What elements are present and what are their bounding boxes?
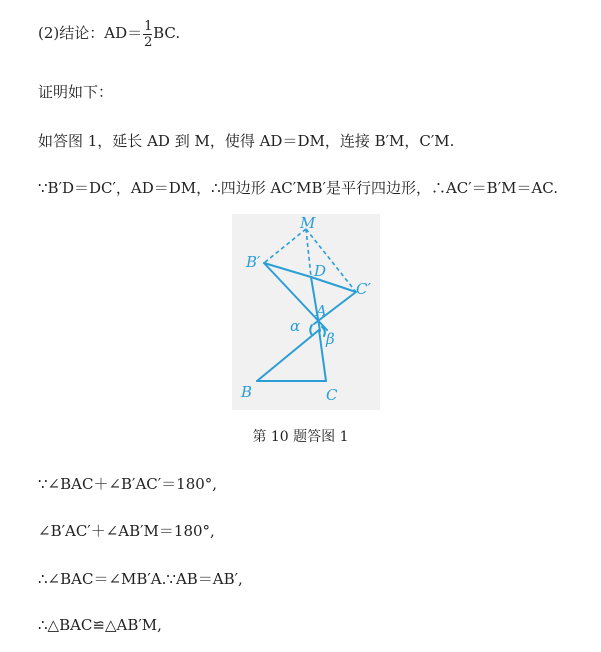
label-c-prime: C′ [356, 280, 371, 298]
proof-step-3: ∴∠BAC＝∠MB′A.∵AB＝AB′, [38, 570, 243, 588]
label-c: C [326, 386, 338, 404]
fraction-denominator: 2 [144, 35, 153, 50]
conclusion-prefix: (2)结论：AD＝ [38, 24, 143, 42]
label-b: B [241, 383, 253, 401]
geometry-figure [232, 214, 380, 410]
label-m: M [300, 214, 316, 232]
one-half-fraction [143, 19, 153, 50]
label-b-prime: B′ [246, 253, 261, 271]
label-d: D [314, 262, 327, 280]
parallelogram-line: ∵B′D＝DC′，AD＝DM，∴四边形 AC′MB′是平行四边形，∴AC′＝B′M＝AC. [38, 179, 559, 197]
proof-heading: 证明如下： [38, 83, 114, 101]
conclusion-suffix: BC. [153, 24, 181, 42]
label-alpha: α [290, 317, 301, 335]
conclusion-line [38, 19, 181, 50]
label-beta: β [326, 330, 335, 348]
figure-caption: 第 10 题答图 1 [252, 429, 349, 445]
proof-step-2: ∠B′AC′＋∠AB′M＝180°, [38, 522, 215, 540]
fraction-numerator: 1 [144, 19, 153, 34]
label-a: A [316, 302, 327, 320]
proof-step-1: ∵∠BAC＋∠B′AC′＝180°, [38, 475, 218, 493]
construction-line: 如答图 1，延长 AD 到 M，使得 AD＝DM，连接 B′M，C′M. [38, 132, 455, 150]
proof-step-4: ∴△BAC≌△AB′M, [38, 616, 162, 634]
